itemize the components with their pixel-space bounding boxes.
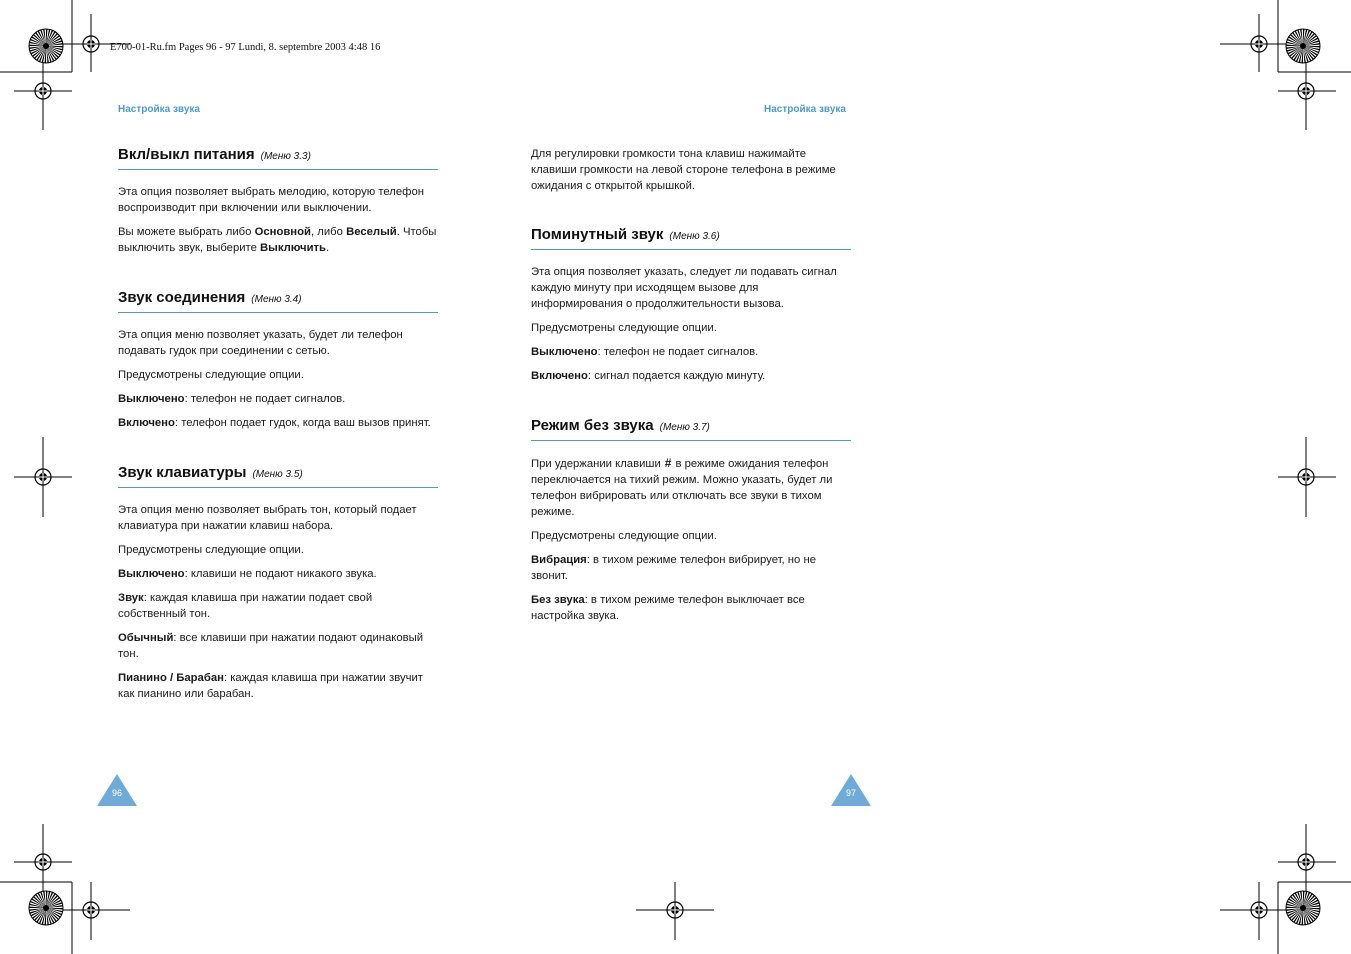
paragraph: Предусмотрены следующие опции.: [118, 369, 304, 381]
option-desc: : все клавиши при нажатии подают одинаковый тон.: [118, 632, 424, 660]
option-term: Звук: [118, 592, 144, 604]
option-desc: : телефон не подает сигналов.: [184, 393, 346, 405]
section-power-on-off: [118, 146, 438, 256]
option-desc: : каждая клавиша при нажатии звучит как пианино или барабан.: [118, 672, 423, 700]
option-item: [118, 566, 438, 582]
option-item: [531, 552, 851, 584]
menu-reference: (Меню 3.6): [669, 231, 720, 242]
menu-reference: (Меню 3.4): [251, 294, 302, 305]
option-item: [118, 590, 438, 622]
section-title: Поминутный звук: [531, 226, 664, 243]
section-silent-mode: [531, 417, 851, 624]
option-term: Вибрация: [531, 554, 587, 566]
option-item: [531, 368, 851, 384]
left-column: [118, 146, 438, 710]
color-bar-star-icon: [29, 891, 63, 925]
section-heading: [118, 464, 438, 488]
option-term: Выключено: [118, 568, 185, 580]
text-run: При удержании клавиши: [531, 458, 661, 470]
paragraph: Предусмотрены следующие опции.: [118, 544, 304, 556]
option-item: [118, 630, 438, 662]
paragraph: Эта опция меню позволяет указать, будет ли телефон подавать гудок при соединении с сетью.: [118, 329, 403, 357]
page-number-right: [831, 774, 871, 806]
page-number-text: 96: [111, 788, 122, 798]
menu-reference: (Меню 3.7): [659, 422, 710, 433]
option-term: Без звука: [531, 594, 585, 606]
text-run: Вы можете выбрать либо: [118, 226, 255, 238]
running-head-left: Настройка звука: [118, 104, 200, 115]
page-number-text: 97: [845, 788, 856, 798]
section-heading: [118, 289, 438, 313]
section-heading: [531, 417, 851, 441]
text-run: .: [326, 242, 330, 254]
menu-reference: (Меню 3.3): [260, 151, 311, 162]
option-term: Пианино / Барабан: [118, 672, 224, 684]
section-title: Звук клавиатуры: [118, 464, 247, 481]
paragraph: Эта опция меню позволяет выбрать тон, который подает клавиатура при нажатии клавиш набора.: [118, 504, 417, 532]
section-intro: [531, 146, 851, 194]
option-term: Включено: [118, 417, 175, 429]
option-name: Выключить: [260, 242, 326, 254]
option-item: [531, 344, 851, 360]
section-connection-tone: [118, 289, 438, 431]
option-desc: : каждая клавиша при нажатии подает свой собственный тон.: [118, 592, 373, 620]
paragraph: Эта опция позволяет выбрать мелодию, которую телефон воспроизводит при включении или выключении.: [118, 186, 424, 214]
section-heading: [118, 146, 438, 170]
hash-key-icon: #: [664, 456, 672, 470]
option-name: Основной: [254, 226, 311, 238]
option-item: [118, 415, 438, 431]
section-title: Режим без звука: [531, 417, 654, 434]
color-bar-star-icon: [29, 29, 63, 63]
option-item: [118, 670, 438, 702]
text-run: в режиме ожидания телефон переключается на тихий режим. Можно указать, будет ли телефон вибрировать или отключать все звуки в тихом режиме.: [531, 458, 833, 518]
color-bar-star-icon: [1286, 29, 1320, 63]
option-item: [531, 592, 851, 624]
paragraph: [118, 224, 438, 256]
option-desc: : телефон не подает сигналов.: [597, 346, 759, 358]
text-run: , либо: [310, 226, 347, 238]
option-item: [118, 391, 438, 407]
option-desc: : в тихом режиме телефон вибрирует, но не звонит.: [531, 554, 816, 582]
color-bar-star-icon: [1286, 891, 1320, 925]
running-head-right: Настройка звука: [764, 104, 846, 115]
option-name: Веселый: [346, 226, 397, 238]
option-desc: : телефон подает гудок, когда ваш вызов принят.: [174, 417, 431, 429]
file-info: E700-01-Ru.fm Pages 96 - 97 Lundi, 8. septembre 2003 4:48 16: [110, 42, 381, 53]
paragraph: Предусмотрены следующие опции.: [531, 530, 717, 542]
option-desc: : сигнал подается каждую минуту.: [587, 370, 766, 382]
paragraph: [531, 455, 851, 520]
option-desc: : в тихом режиме телефон выключает все настройка звука.: [531, 594, 805, 622]
page-number-left: [97, 774, 137, 806]
menu-reference: (Меню 3.5): [252, 469, 303, 480]
option-term: Включено: [531, 370, 588, 382]
option-term: Обычный: [118, 632, 174, 644]
paragraph: Для регулировки громкости тона клавиш нажимайте клавиши громкости на левой стороне телефона в режиме ожидания с открытой крышкой.: [531, 148, 836, 192]
paragraph: Предусмотрены следующие опции.: [531, 322, 717, 334]
paragraph: Эта опция позволяет указать, следует ли подавать сигнал каждую минуту при исходящем вызове для информирования о продолжительности вызова.: [531, 266, 837, 310]
section-title: Звук соединения: [118, 289, 246, 306]
text-run: . Чтобы выключить звук, выберите: [118, 226, 437, 254]
section-title: Вкл/выкл питания: [118, 146, 255, 163]
option-desc: : клавиши не подают никакого звука.: [184, 568, 377, 580]
right-column: [531, 146, 851, 632]
section-minute-minder: [531, 226, 851, 384]
option-term: Выключено: [531, 346, 598, 358]
section-keypad-tone: [118, 464, 438, 702]
section-heading: [531, 226, 851, 250]
option-term: Выключено: [118, 393, 185, 405]
